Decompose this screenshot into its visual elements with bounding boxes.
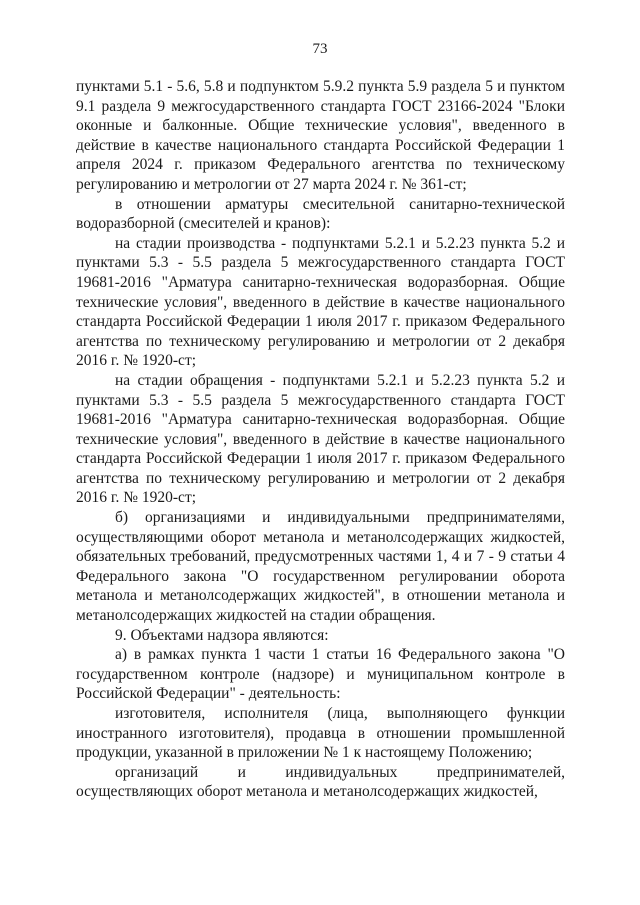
paragraph-circulation-stage: на стадии обращения - подпунктами 5.2.1 и 5.2.23 пункта 5.2 и пунктами 5.3 - 5.5 раздела 5 межгосударственного стандарта ГОСТ 19681-2016 "Арматура санитарно-техническая водоразборная. Общие технические условия", введенного в действие в качестве национального стандарта Российской Федерации 1 июля 2017 г. приказом Федерального агентства по техническому регулированию и метрологии от 2 декабря 2016 г. № 1920-ст; (76, 371, 565, 507)
paragraph-manufacturer: изготовителя, исполнителя (лица, выполняющего функции иностранного изготовителя), продавца в отношении промышленной продукции, указанной в приложении № 1 к настоящему Положению; (76, 705, 565, 762)
paragraph-mixer-fittings: в отношении арматуры смесительной санитарно-технической водоразборной (смесителей и кранов): (76, 195, 565, 233)
paragraph-production-stage: на стадии производства - подпунктами 5.2.1 и 5.2.23 пункта 5.2 и пунктами 5.3 - 5.5 раздела 5 межгосударственного стандарта ГОСТ 19681-2016 "Арматура санитарно-техническая водоразборная. Общие технические условия", введенного в действие в качестве национального стандарта Российской Федерации 1 июля 2017 г. приказом Федерального агентства по техническому регулированию и метрологии от 2 декабря 2016 г. № 1920-ст; (76, 234, 565, 370)
paragraph-continuation-gost-23166: пунктами 5.1 - 5.6, 5.8 и подпунктом 5.9.2 пункта 5.9 раздела 5 и пунктом 9.1 раздела 9 межгосударственного стандарта ГОСТ 23166-2024 "Блоки оконные и балконные. Общие технические условия", введенного в действие в качестве национального стандарта Российской Федерации 1 апреля 2024 г. приказом Федерального агентства по техническому регулированию и метрологии от 27 марта 2024 г. № 361-ст; (76, 78, 565, 193)
paragraph-federal-law-article-16: а) в рамках пункта 1 части 1 статьи 16 Федерального закона "О государственном контроле (надзоре) и муниципальном контроле в Российской Федерации" - деятельность: (76, 646, 565, 703)
paragraph-methanol-entrepreneurs: организаций и индивидуальных предпринимателей, осуществляющих оборот метанола и метанолсодержащих жидкостей, (76, 763, 565, 801)
document-body (76, 77, 565, 802)
page-number: 73 (312, 41, 328, 57)
paragraph-supervision-objects: 9. Объектами надзора являются: (115, 626, 329, 644)
paragraph-methanol-organizations: б) организациями и индивидуальными предпринимателями, осуществляющими оборот метанола и метанолсодержащих жидкостей, обязательных требований, предусмотренных частями 1, 4 и 7 - 9 статьи 4 Федерального закона "О государственном регулировании оборота метанола и метанолсодержащих жидкостей", в отношении метанола и метанолсодержащих жидкостей на стадии обращения. (76, 509, 565, 625)
